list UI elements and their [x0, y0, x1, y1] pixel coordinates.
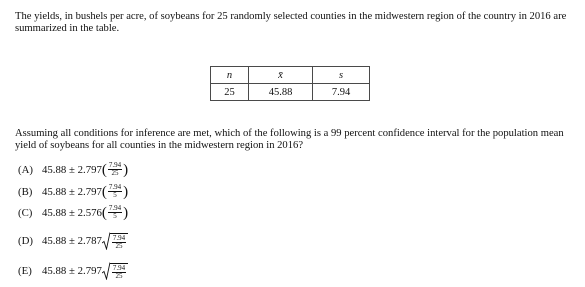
radical-sign-icon [102, 262, 110, 280]
fraction-numerator: 7.94 [112, 263, 126, 272]
fraction-denominator: 25 [115, 241, 123, 250]
fraction-denominator: 5 [113, 191, 117, 199]
summary-table [210, 66, 370, 101]
fraction [108, 162, 122, 177]
table-value-row [211, 84, 370, 101]
close-paren: ) [123, 183, 129, 200]
header-s: s [313, 67, 370, 84]
close-paren: ) [123, 204, 129, 221]
choice-expression: 45.88 ± 2.787 [42, 235, 102, 247]
question-text: Assuming all conditions for inference are met, which of the following is a 99 percent confidence interval for the population mean yield of soybeans for all counties in the midwestern region in 2016? [15, 128, 564, 151]
fraction [112, 265, 126, 280]
table-header-row [211, 67, 370, 84]
fraction [112, 235, 126, 250]
value-n: 25 [211, 84, 249, 101]
fraction-numerator: 7.94 [108, 183, 122, 191]
fraction-numerator: 7.94 [108, 161, 122, 169]
close-paren: ) [123, 161, 129, 178]
choice-expression: 45.88 ± 2.797 [42, 163, 102, 176]
choice-label: (B) [18, 185, 33, 198]
radicand [110, 233, 128, 250]
fraction [108, 205, 122, 220]
choice-a[interactable] [18, 162, 128, 177]
fraction-denominator: 25 [115, 271, 123, 280]
square-root [102, 262, 128, 280]
choice-c[interactable] [18, 205, 128, 220]
header-xbar: x̄ [249, 67, 313, 84]
radical-sign-icon [102, 232, 110, 250]
open-paren: ( [101, 183, 107, 200]
fraction-numerator: 7.94 [108, 204, 122, 212]
radicand [110, 263, 128, 280]
choice-b[interactable] [18, 184, 128, 199]
value-xbar: 45.88 [249, 84, 313, 101]
fraction-numerator: 7.94 [112, 233, 126, 242]
choice-label: (E) [18, 265, 32, 277]
open-paren: ( [101, 161, 107, 178]
choice-e[interactable] [18, 262, 128, 280]
choice-label: (A) [18, 163, 33, 176]
choice-expression: 45.88 ± 2.797 [42, 265, 102, 277]
choice-label: (C) [18, 206, 33, 219]
choice-label: (D) [18, 235, 33, 247]
header-n: n [211, 67, 249, 84]
choice-expression: 45.88 ± 2.576 [42, 206, 102, 219]
fraction-denominator: 25 [111, 169, 119, 177]
fraction-denominator: 5 [113, 212, 117, 220]
open-paren: ( [101, 204, 107, 221]
choice-expression: 45.88 ± 2.797 [42, 185, 102, 198]
choice-d[interactable] [18, 232, 128, 250]
value-s: 7.94 [313, 84, 370, 101]
square-root [102, 232, 128, 250]
intro-text: The yields, in bushels per acre, of soybeans for 25 randomly selected counties in the midwestern region of the country in 2016 are summarized in the table. [15, 11, 567, 34]
fraction [108, 184, 122, 199]
